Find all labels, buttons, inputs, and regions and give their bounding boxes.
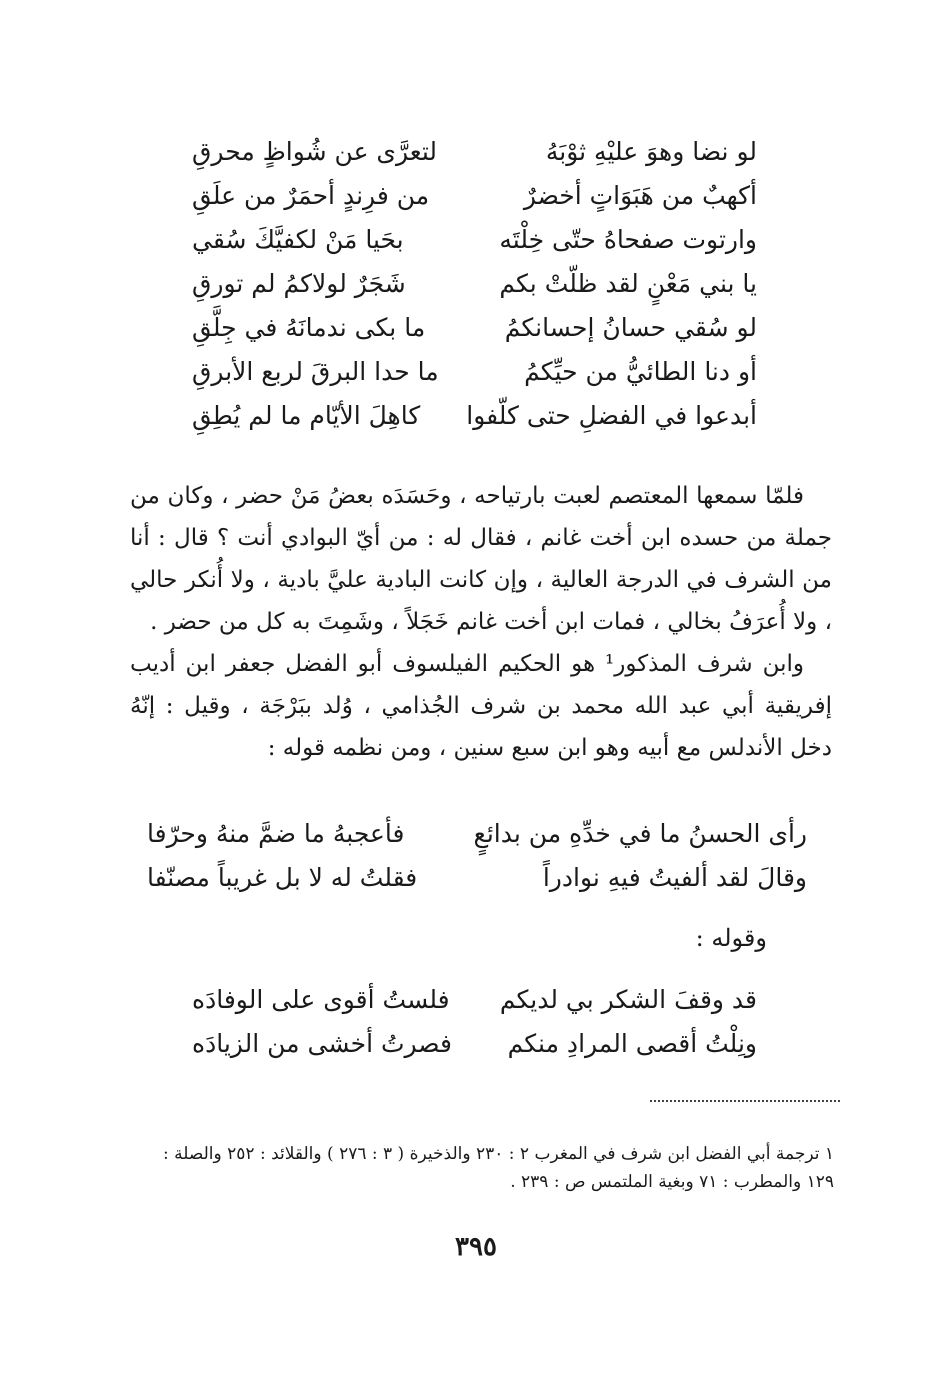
verse-line [192, 130, 757, 174]
second-hemistich: ما بكى ندمانَهُ في جِلَّقِ [192, 313, 426, 342]
page-number: ٣٩٥ [455, 1232, 497, 1262]
first-hemistich: أو دنا الطائيُّ من حيِّكمُ [524, 357, 757, 386]
poem-3 [192, 978, 757, 1068]
second-hemistich: ما حدا البرقَ لربع الأبرقِ [192, 357, 439, 386]
first-hemistich: لو سُقي حسانُ إحسانكمُ [504, 313, 757, 342]
first-hemistich: يا بني مَعْنٍ لقد ظلّتْ بكم [499, 269, 757, 298]
first-hemistich: قد وقفَ الشكر بي لديكم [499, 985, 757, 1014]
first-hemistich: رأى الحسنُ ما في خدِّهِ من بدائعٍ [473, 819, 807, 848]
second-hemistich: من فرِندٍ أحمَرٌ من علَقِ [192, 181, 430, 210]
first-hemistich: أبدعوا في الفضلِ حتى كلّفوا [466, 401, 757, 430]
footnote-separator [650, 1100, 840, 1102]
second-hemistich: كاهِلَ الأيّام ما لم يُطِقِ [192, 401, 421, 430]
second-hemistich: بحَيا مَنْ لكفيَّكَ سُقي [192, 225, 404, 254]
second-hemistich: فلستُ أقوى على الوفادَه [192, 985, 450, 1014]
paragraph: وابن شرف المذكور¹ هو الحكيم الفيلسوف أبو الفضل جعفر ابن أديب إفريقية أبي عبد الله محمد بن شرف الجُذامي ، وُلد ببَرْجَة ، وقيل : إنّهُ دخل الأندلس مع أبيه وهو ابن سبع سنين ، ومن نظمه قوله : [130, 651, 832, 761]
second-hemistich: فأعجبهُ ما ضمَّ منهُ وحرّفا [147, 819, 405, 848]
first-hemistich: أكهبٌ من هَبَوَاتٍ أخضرٌ [523, 181, 757, 210]
verse-line [192, 1022, 757, 1066]
verse-line [192, 218, 757, 262]
footnote: ١ ترجمة أبي الفضل ابن شرف في المغرب ٢ : ٢٣٠ والذخيرة ( ٣ : ٢٧٦ ) والقلائد : ٢٥٢ والصلة : ١٢٩ والمطرب : ٧١ وبغية الملتمس ص : ٢٣٩ . [163, 1144, 834, 1192]
verse-line [192, 262, 757, 306]
poem-2 [147, 812, 807, 902]
first-hemistich: وقالَ لقد ألفيتُ فيهِ نوادراً [542, 863, 807, 892]
first-hemistich: وارتوت صفحاهُ حتّى خِلْتَه [499, 225, 757, 254]
poem-intro-label: وقوله : [695, 924, 767, 952]
poem-1 [192, 130, 757, 450]
verse-line [192, 350, 757, 394]
verse-line [192, 174, 757, 218]
second-hemistich: فصرتُ أخشى من الزيادَه [192, 1029, 452, 1058]
second-hemistich: شَجَرٌ لولاكمُ لم تورقِ [192, 269, 406, 298]
verse-line [192, 978, 757, 1022]
second-hemistich: فقلتُ له لا بل غريباً مصنّفا [147, 863, 418, 892]
prose-section [130, 475, 832, 769]
verse-line [147, 812, 807, 856]
paragraph: فلمّا سمعها المعتصم لعبت بارتياحه ، وحَسَدَه بعضُ مَنْ حضر ، وكان من جملة من حسده ابن أخت غانم ، فقال له : من أيّ البوادي أنت ؟ قال : أنا من الشرف في الدرجة العالية ، وإن كانت البادية عليَّ بادية ، ولا أُنكر حالي ، ولا أُعرَفُ بخالي ، فمات ابن أخت غانم خَجَلاً ، وشَمِتَ به كل من حضر . [130, 483, 832, 635]
verse-line [147, 856, 807, 900]
first-hemistich: ونِلْتُ أقصى المرادِ منكم [507, 1029, 757, 1058]
verse-line [192, 394, 757, 438]
verse-line [192, 306, 757, 350]
first-hemistich: لو نضا وهوَ عليْهِ ثوْبَهُ [545, 137, 757, 166]
second-hemistich: لتعرَّى عن شُواظٍ محرقِ [192, 137, 438, 166]
